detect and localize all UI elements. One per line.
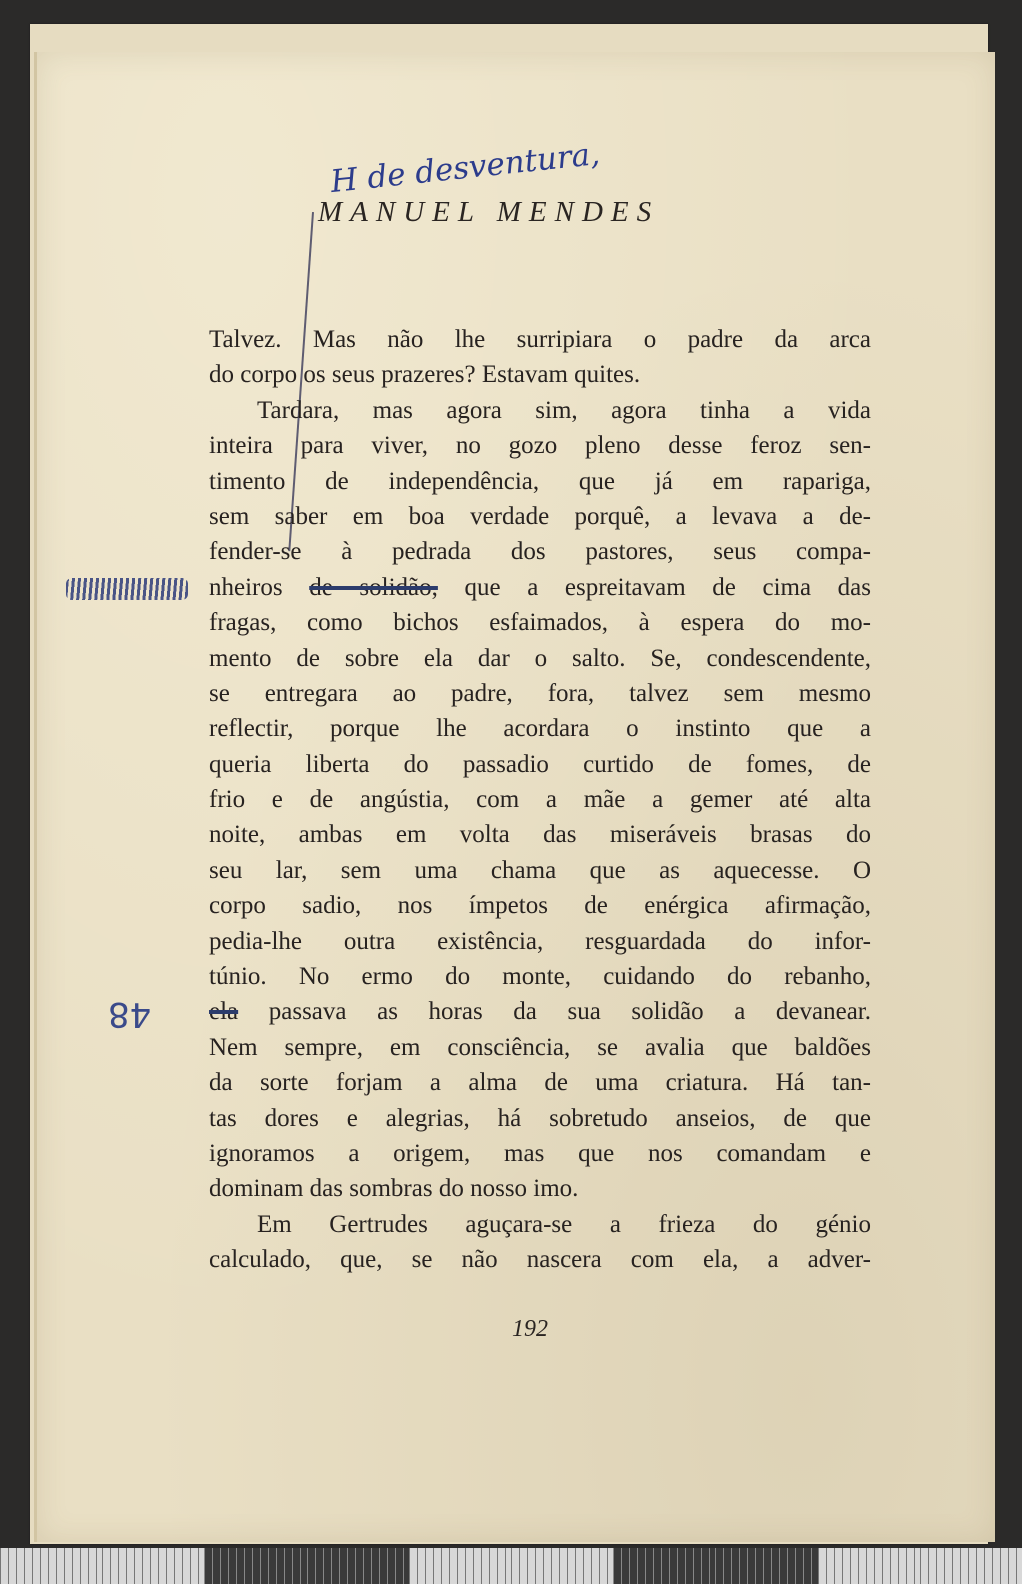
text-line: calculado, que, se não nascera com ela, a adver-: [209, 1246, 871, 1274]
text-line: corpo sadio, nos ímpetos de enérgica afirmação,: [209, 892, 871, 920]
text-line: fender-se à pedrada dos pastores, seus compa-: [209, 538, 871, 566]
body-text: [209, 322, 871, 1278]
ruler-segment: [204, 1548, 306, 1584]
ruler-segment: [102, 1548, 204, 1584]
text-fragment: passava as horas da sua solidão a devanear.: [268, 998, 871, 1026]
margin-scribble: [66, 578, 188, 600]
text-line: Em Gertrudes aguçara-se a frieza do génio: [257, 1210, 871, 1238]
text-line: Nem sempre, em consciência, se avalia que baldões: [209, 1033, 871, 1061]
text-line: sem saber em boa verdade porquê, a levava a de-: [209, 502, 871, 530]
struck-text: de solidão,: [309, 573, 438, 601]
scan-scale-ruler: [0, 1548, 1022, 1584]
running-header: MANUEL MENDES: [318, 196, 660, 228]
struck-text: ela: [209, 998, 239, 1026]
ruler-segment: [307, 1548, 409, 1584]
text-line: noite, ambas em volta das miseráveis brasas do: [209, 821, 871, 849]
text-line: da sorte forjam a alma de uma criatura. Há tan-: [209, 1069, 871, 1097]
text-line: reflectir, porque lhe acordara o instinto que a: [209, 715, 871, 743]
ruler-segment: [715, 1548, 817, 1584]
text-line: tas dores e alegrias, há sobretudo anseios, de que: [209, 1104, 871, 1132]
ruler-segment: [511, 1548, 613, 1584]
handwritten-annotation: H de desventura,: [328, 135, 602, 201]
text-line: seu lar, sem uma chama que as aquecesse. O: [209, 856, 871, 884]
text-fragment: nheiros: [209, 573, 283, 601]
text-line: Talvez. Mas não lhe surripiara o padre da arca: [209, 326, 871, 353]
ruler-segment: [920, 1548, 1022, 1584]
text-line: queria liberta do passadio curtido de fomes, de: [209, 750, 871, 778]
text-line: inteira para viver, no gozo pleno desse feroz sen-: [209, 432, 871, 460]
text-line: ignoramos a origem, mas que nos comandam e: [209, 1139, 871, 1167]
text-line: mento de sobre ela dar o salto. Se, condescendente,: [209, 644, 871, 672]
page-number: 192: [512, 1316, 548, 1342]
margin-handwritten-number: 48: [108, 994, 152, 1034]
text-line: fragas, como bichos esfaimados, à espera do mo-: [209, 609, 871, 637]
text-line: se entregara ao padre, fora, talvez sem mesmo: [209, 679, 871, 707]
ruler-segment: [409, 1548, 511, 1584]
text-line: timento de independência, que já em rapariga,: [209, 467, 871, 495]
text-fragment: que a espreitavam de cima das: [464, 573, 871, 601]
text-line: Tardara, mas agora sim, agora tinha a vida: [257, 396, 871, 424]
text-line: do corpo os seus prazeres? Estavam quites.: [209, 361, 641, 389]
text-line: túnio. No ermo do monte, cuidando do rebanho,: [209, 963, 871, 991]
ruler-segment: [0, 1548, 102, 1584]
text-line: pedia-lhe outra existência, resguardada do infor-: [209, 927, 871, 955]
text-line: [209, 570, 871, 605]
text-line: [209, 994, 871, 1029]
text-line: dominam das sombras do nosso imo.: [209, 1175, 579, 1203]
ruler-segment: [818, 1548, 920, 1584]
ruler-segment: [613, 1548, 715, 1584]
text-line: frio e de angústia, com a mãe a gemer até alta: [209, 786, 871, 814]
